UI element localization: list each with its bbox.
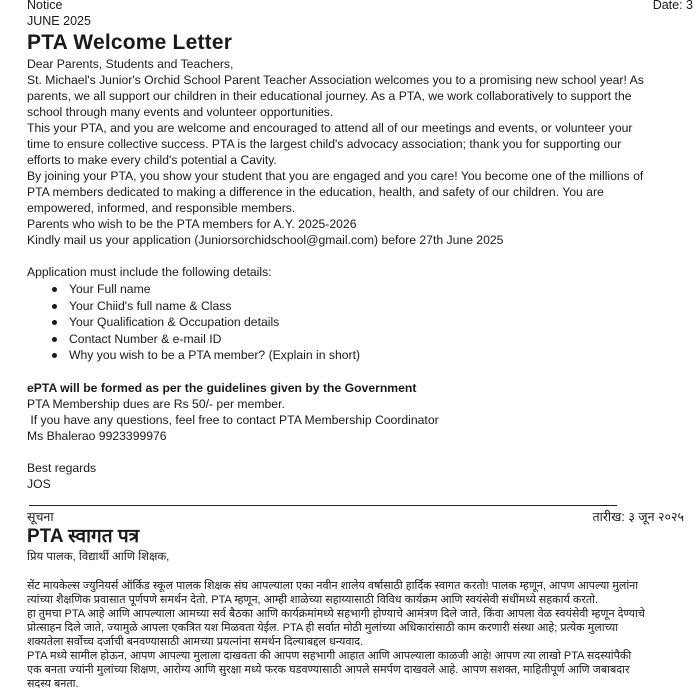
list-item: Your Full name bbox=[69, 281, 687, 298]
body-line: empowered, informed, and responsible members. bbox=[27, 201, 296, 215]
list-item: Your Qualification & Occupation details bbox=[69, 314, 687, 331]
body-line: Parents who wish to be the PTA members for A.Y. 2025-2026 bbox=[27, 217, 357, 231]
body-line: This your PTA, and you are welcome and encouraged to attend all of our meetings and events, or volunteer your bbox=[27, 121, 633, 135]
body-line: By joining your PTA, you show your student that you are engaged and you care! You become one of the millions of bbox=[27, 169, 644, 183]
marathi-notice-label: सूचना bbox=[27, 510, 54, 524]
spacer bbox=[27, 248, 687, 264]
marathi-title: PTA स्वागत पत्र bbox=[27, 526, 140, 547]
marathi-body-line: हा तुमचा PTA आहे आणि आपल्याला आमच्या सर्व बैठका आणि कार्यक्रमांमध्ये सहभागी होण्याचे आमंत्रण दिले जाते, किंवा आपला वेळ स्वयंसेवी म्हणून देण्याचे bbox=[27, 608, 645, 620]
body-line: PTA members dedicated to making a difference in the education, health, and safety of our children. You are bbox=[27, 185, 604, 199]
marathi-body-line: शक्यतेला सर्वोच्च दर्जाची बनवण्यासाठी आमच्या प्रयत्नांना समर्थन दिल्याबद्दल धन्यवाद. bbox=[27, 636, 364, 648]
marathi-section bbox=[27, 508, 687, 691]
marathi-body-line: एक बनता ज्यांनी मुलांच्या शिक्षण, आरोग्य आणि सुरक्षा मध्ये फरक घडवण्यासाठी आपले समर्पण दाखवले आहे. आपण सशक्त, माहितीपूर्ण आणि जबाबदार bbox=[27, 664, 630, 676]
list-item: Why you wish to be a PTA member? (Explain in short) bbox=[69, 347, 687, 364]
epta-note: ePTA will be formed as per the guidelines given by the Government bbox=[27, 380, 417, 395]
salutation: Dear Parents, Students and Teachers, bbox=[27, 57, 234, 71]
body-line: St. Michael's Junior's Orchid School Parent Teacher Association welcomes you to a promising new school year! As bbox=[27, 73, 644, 87]
list-item: Your Chiid's full name & Class bbox=[69, 298, 687, 315]
questions-note: If you have any questions, feel free to contact PTA Membership Coordinator bbox=[27, 412, 439, 427]
marathi-body-line: सेंट मायकेल्स ज्युनियर्स ऑर्किड स्कूल पालक शिक्षक संघ आपल्याला एका नवीन शालेय वर्षासाठी हार्दिक स्वागत करतो! पालक म्हणून, आपण आपल्या मुलांना bbox=[27, 580, 639, 592]
marathi-body-line: PTA मध्ये सामील होऊन, आपण आपल्या मुलाला दाखवता की आपण सहभागी आहात आणि आपल्याला काळजी आहे! आपण त्या लाखो PTA सदस्यांपैकी bbox=[27, 650, 632, 662]
marathi-header bbox=[27, 508, 687, 525]
spacer bbox=[27, 444, 687, 460]
month-year: JUNE 2025 bbox=[27, 14, 91, 28]
body-line: Kindly mail us your application (Juniorsorchidschool@gmail.com) before 27th June 2025 bbox=[27, 233, 504, 247]
closing: Best regards bbox=[27, 460, 97, 475]
dues-note: PTA Membership dues are Rs 50/- per member. bbox=[27, 396, 285, 411]
marathi-date-label: तारीख: ३ जून २०२५ bbox=[592, 510, 684, 524]
list-item: Contact Number & e-mail ID bbox=[69, 331, 687, 348]
spacer bbox=[27, 364, 687, 380]
marathi-body-line: प्रोत्साहन दिले जाते, ज्यामुळे आपला एकत्रित यश मिळवता येईल. PTA ही सर्वात मोठी मुलांच्या अधिकारांसाठी काम करणारी संस्था आहे; प्रत्येक मुलाच्या bbox=[27, 622, 619, 634]
body-line: time to ensure collective success. PTA is the largest child's advocacy association; thank you for supporting our bbox=[27, 137, 622, 151]
marathi-body-line: त्यांच्या शैक्षणिक प्रवासात पूर्णपणे समर्थन देतो. PTA म्हणून, आम्ही शाळेच्या सहाय्यासाठी विविध कार्यक्रम आणि स्वयंसेवी संधींमध्ये सहकार्य करतो. bbox=[27, 594, 599, 606]
notice-header bbox=[27, 0, 693, 13]
body-line: efforts to make every child's potential a Cavity. bbox=[27, 153, 277, 167]
application-list bbox=[27, 281, 687, 364]
section-divider bbox=[29, 505, 617, 506]
body-line: parents, we all support our children in their educational journey. As a PTA, we work collaboratively to support the bbox=[27, 89, 632, 103]
body-line: school through many events and volunteer opportunities. bbox=[27, 105, 334, 119]
marathi-salutation: प्रिय पालक, विद्यार्थी आणि शिक्षक, bbox=[27, 551, 170, 563]
coordinator-contact: Ms Bhalerao 9923399976 bbox=[27, 428, 167, 443]
marathi-body-line: सदस्य बनता. bbox=[27, 678, 79, 690]
notice-document bbox=[27, 0, 693, 492]
application-intro: Application must include the following details: bbox=[27, 265, 272, 279]
notice-label: Notice bbox=[27, 0, 63, 12]
date-label: Date: 3 bbox=[652, 0, 693, 12]
spacer bbox=[27, 565, 687, 579]
signature: JOS bbox=[27, 476, 51, 491]
page-title: PTA Welcome Letter bbox=[27, 31, 233, 54]
